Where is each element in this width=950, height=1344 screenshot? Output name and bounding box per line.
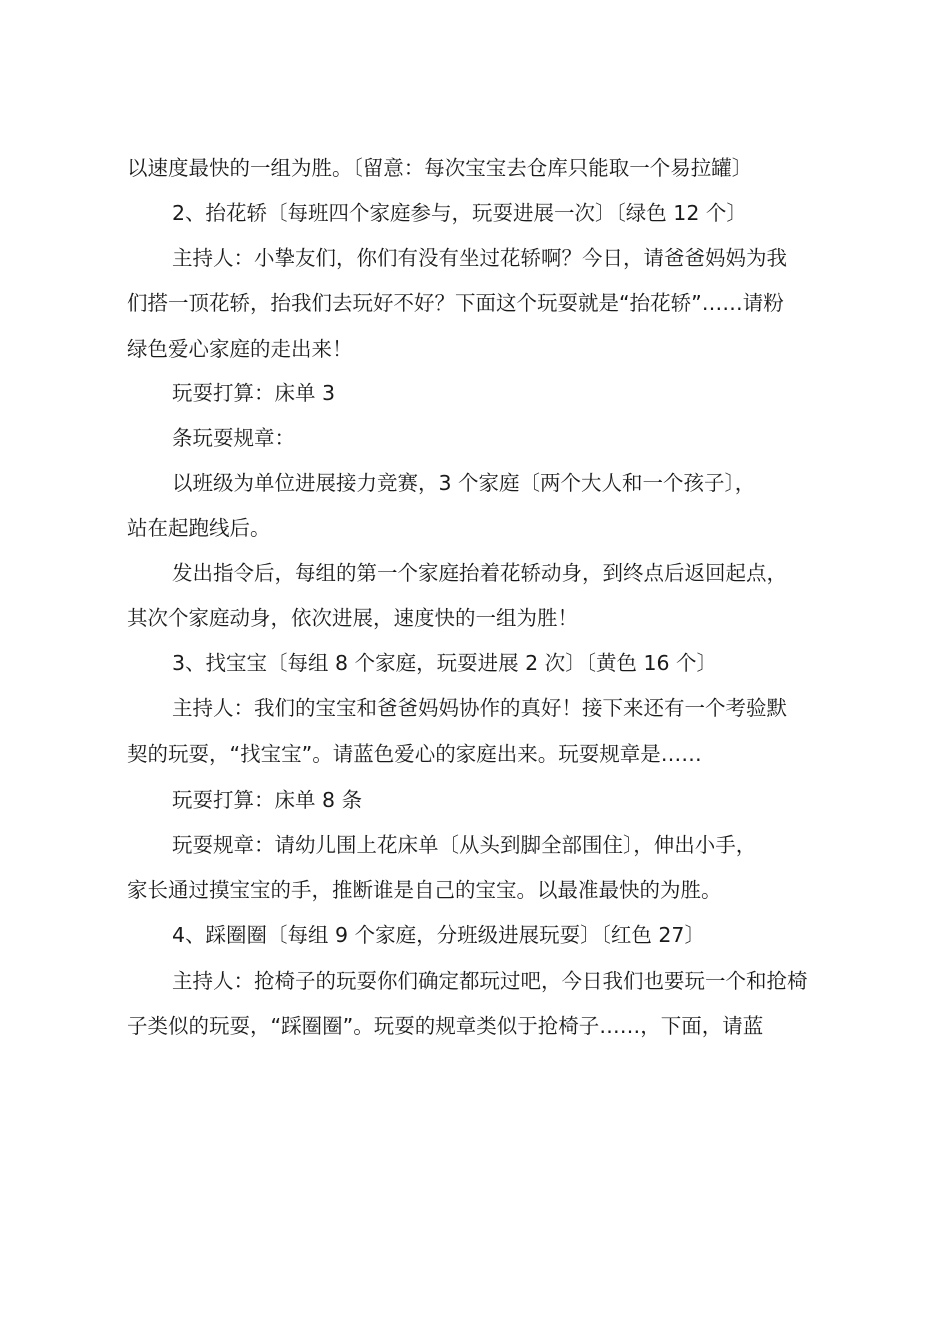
text-line: 以速度最快的一组为胜。〔留意：每次宝宝去仓库只能取一个易拉罐〕 xyxy=(127,156,753,180)
text-line: 子类似的玩耍，“踩圈圈”。玩耍的规章类似于抢椅子……，下面，请蓝 xyxy=(127,1014,764,1038)
text-line: 绿色爱心家庭的走出来！ xyxy=(127,337,353,361)
text-line: 其次个家庭动身，依次进展，速度快的一组为胜！ xyxy=(127,606,578,630)
section-heading: 2、抬花轿〔每班四个家庭参与，玩耍进展一次〕〔绿色 12 个〕 xyxy=(172,201,747,225)
text-line: 主持人：抢椅子的玩耍你们确定都玩过吧，今日我们也要玩一个和抢椅 xyxy=(172,969,808,993)
text-line: 玩耍打算：床单 8 条 xyxy=(172,788,363,812)
section-heading: 4、踩圈圈〔每组 9 个家庭，分班级进展玩耍〕〔红色 27〕 xyxy=(172,923,705,947)
text-line: 契的玩耍，“找宝宝”。请蓝色爱心的家庭出来。玩耍规章是…… xyxy=(127,742,702,766)
text-line: 站在起跑线后。 xyxy=(127,516,271,540)
text-line: 主持人：小挚友们，你们有没有坐过花轿啊？今日，请爸爸妈妈为我 xyxy=(172,246,787,270)
text-line: 家长通过摸宝宝的手，推断谁是自己的宝宝。以最准最快的为胜。 xyxy=(127,878,722,902)
text-line: 发出指令后，每组的第一个家庭抬着花轿动身，到终点后返回起点， xyxy=(172,561,787,585)
text-line: 主持人：我们的宝宝和爸爸妈妈协作的真好！接下来还有一个考验默 xyxy=(172,696,787,720)
text-line: 玩耍打算：床单 3 xyxy=(172,381,336,405)
text-line: 们搭一顶花轿，抬我们去玩好不好？下面这个玩耍就是“抬花轿”……请粉 xyxy=(127,291,784,315)
section-heading: 3、找宝宝〔每组 8 个家庭，玩耍进展 2 次〕〔黄色 16 个〕 xyxy=(172,651,718,675)
text-line: 条玩耍规章： xyxy=(172,426,295,450)
text-line: 以班级为单位进展接力竞赛，3 个家庭〔两个大人和一个孩子〕， xyxy=(172,471,756,495)
text-line: 玩耍规章：请幼儿围上花床单〔从头到脚全部围住〕，伸出小手， xyxy=(172,833,757,857)
